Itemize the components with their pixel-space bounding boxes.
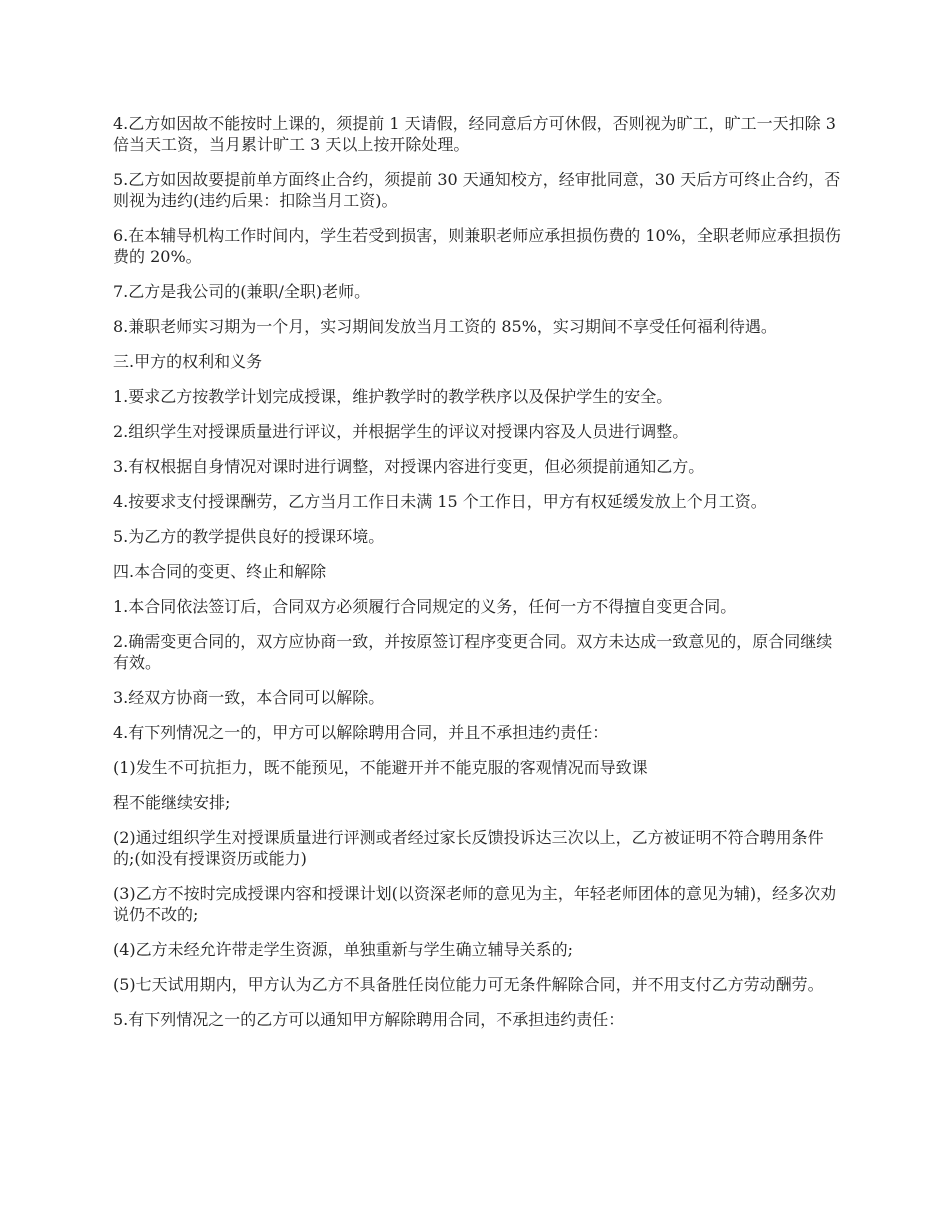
section-heading-party-a-rights: 三.甲方的权利和义务 [113, 352, 263, 371]
paragraph-changes-4-item-1: (1)发生不可抗拒力，既不能预见，不能避开并不能克服的客观情况而导致课 [113, 758, 648, 777]
paragraph-changes-4-item-2: (2)通过组织学生对授课质量进行评测或者经过家长反馈投诉达三次以上，乙方被证明不符合聘用条件的;(如没有授课资历或能力) [113, 828, 824, 868]
paragraph-party-a-1: 1.要求乙方按教学计划完成授课，维护教学时的教学秩序以及保护学生的安全。 [113, 387, 673, 406]
paragraph-clause-5-termination: 5.乙方如因故要提前单方面终止合约，须提前 30 天通知校方，经审批同意，30 天后方可终止合约，否则视为违约(违约后果：扣除当月工资)。 [113, 170, 841, 210]
paragraph-clause-4-leave: 4.乙方如因故不能按时上课的，须提前 1 天请假，经同意后方可休假，否则视为旷工，旷工一天扣除 3 倍当天工资，当月累计旷工 3 天以上按开除处理。 [113, 114, 836, 154]
paragraph-changes-4-item-1-cont: 程不能继续安排; [113, 793, 231, 812]
paragraph-changes-4-item-5: (5)七天试用期内，甲方认为乙方不具备胜任岗位能力可无条件解除合同，并不用支付乙方劳动酬劳。 [113, 975, 824, 994]
paragraph-changes-2: 2.确需变更合同的，双方应协商一致，并按原签订程序变更合同。双方未达成一致意见的，原合同继续有效。 [113, 632, 833, 672]
paragraph-changes-4-item-3: (3)乙方不按时完成授课内容和授课计划(以资深老师的意见为主，年轻老师团体的意见为辅)，经多次劝说仍不改的; [113, 884, 837, 924]
paragraph-changes-4-item-4: (4)乙方未经允许带走学生资源，单独重新与学生确立辅导关系的; [113, 940, 574, 959]
paragraph-party-a-5: 5.为乙方的教学提供良好的授课环境。 [113, 527, 385, 546]
paragraph-clause-7-role: 7.乙方是我公司的(兼职/全职)老师。 [113, 282, 371, 301]
section-heading-contract-changes: 四.本合同的变更、终止和解除 [113, 562, 327, 581]
paragraph-changes-4: 4.有下列情况之一的，甲方可以解除聘用合同，并且不承担违约责任： [113, 723, 609, 742]
paragraph-changes-1: 1.本合同依法签订后，合同双方必须履行合同规定的义务，任何一方不得擅自变更合同。 [113, 597, 737, 616]
paragraph-party-a-2: 2.组织学生对授课质量进行评议，并根据学生的评议对授课内容及人员进行调整。 [113, 422, 689, 441]
paragraph-clause-8-internship: 8.兼职老师实习期为一个月，实习期间发放当月工资的 85%，实习期间不享受任何福利待遇。 [113, 317, 777, 336]
paragraph-party-a-4: 4.按要求支付授课酬劳，乙方当月工作日未满 15 个工作日，甲方有权延缓发放上个月工资。 [113, 492, 767, 511]
document-body [113, 113, 841, 1044]
paragraph-changes-3: 3.经双方协商一致，本合同可以解除。 [113, 688, 385, 707]
paragraph-changes-5: 5.有下列情况之一的乙方可以通知甲方解除聘用合同，不承担违约责任： [113, 1010, 625, 1029]
paragraph-party-a-3: 3.有权根据自身情况对课时进行调整，对授课内容进行变更，但必须提前通知乙方。 [113, 457, 705, 476]
paragraph-clause-6-injury: 6.在本辅导机构工作时间内，学生若受到损害，则兼职老师应承担损伤费的 10%，全职老师应承担损伤费的 20%。 [113, 226, 841, 266]
